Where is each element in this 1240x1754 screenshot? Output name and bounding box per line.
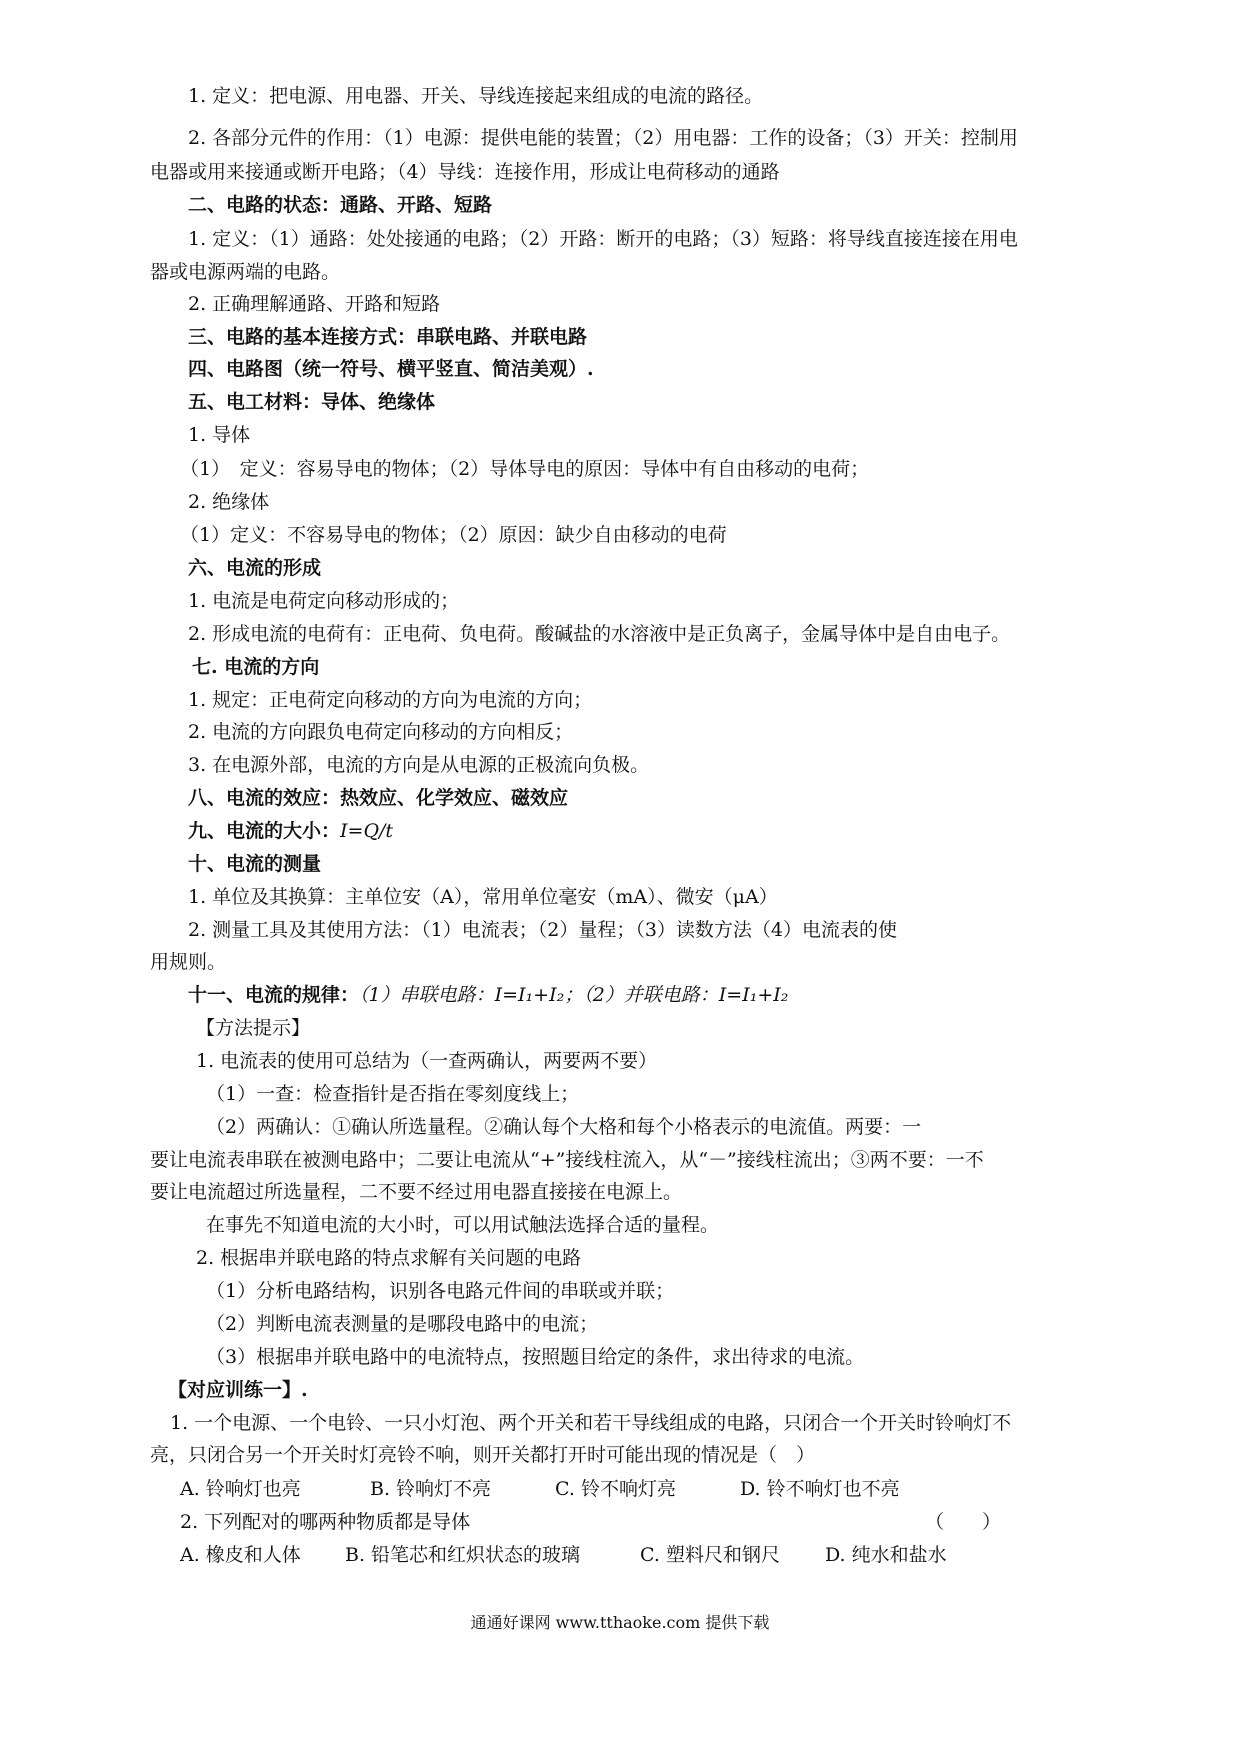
text-line: （1） 定义：容易导电的物体；（2）导体导电的原因：导体中有自由移动的电荷； bbox=[180, 458, 870, 480]
formula: I=Q/t bbox=[340, 820, 394, 842]
section-heading-with-formula bbox=[188, 983, 788, 1007]
section-heading: 七. 电流的方向 bbox=[192, 656, 320, 678]
answer-bracket: （ ） bbox=[925, 1511, 1002, 1533]
subheading: 【方法提示】 bbox=[196, 1017, 311, 1039]
answer-option: D. 铃不响灯也不亮 bbox=[740, 1478, 900, 1500]
text-line: 2. 形成电流的电荷有：正电荷、负电荷。酸碱盐的水溶液中是正负离子，金属导体中是自由电子。 bbox=[188, 623, 1011, 645]
answer-option: C. 铃不响灯亮 bbox=[555, 1478, 676, 1500]
question-text: 2. 下列配对的哪两种物质都是导体 bbox=[180, 1511, 471, 1533]
text-line: 要让电流超过所选量程，二不要不经过用电器直接接在电源上。 bbox=[150, 1181, 683, 1203]
text-line: 器或电源两端的电路。 bbox=[150, 261, 341, 283]
text-line: 电器或用来接通或断开电路；（4）导线：连接作用，形成让电荷移动的通路 bbox=[150, 161, 780, 183]
heading-text: 十一、电流的规律： bbox=[188, 984, 360, 1006]
question-text: 1. 一个电源、一个电铃、一只小灯泡、两个开关和若干导线组成的电路，只闭合一个开关时铃响灯不 bbox=[170, 1412, 1012, 1434]
text-line: 2. 根据串并联电路的特点求解有关问题的电路 bbox=[196, 1247, 582, 1269]
formula: （1）串联电路：I=I₁+I₂；（2）并联电路：I=I₁+I₂ bbox=[359, 984, 789, 1006]
text-line: 2. 电流的方向跟负电荷定向移动的方向相反； bbox=[188, 721, 574, 743]
answer-option: B. 铅笔芯和红炽状态的玻璃 bbox=[345, 1544, 581, 1566]
section-heading-with-formula bbox=[188, 819, 393, 843]
page-footer: 通通好课网 www.tthaoke.com 提供下载 bbox=[470, 1613, 770, 1632]
text-line: （1）定义：不容易导电的物体；（2）原因：缺少自由移动的电荷 bbox=[180, 524, 727, 546]
text-line: （2）两确认：①确认所选量程。②确认每个大格和每个小格表示的电流值。两要：一 bbox=[206, 1116, 922, 1138]
text-line: （1）一查：检查指针是否指在零刻度线上； bbox=[206, 1083, 580, 1105]
text-line: 要让电流表串联在被测电路中；二要让电流从“+”接线柱流入，从“－”接线柱流出；③两不要：一不 bbox=[150, 1149, 984, 1171]
text-line: 1. 单位及其换算：主单位安（A），常用单位毫安（mA）、微安（μA） bbox=[188, 886, 778, 908]
text-line: 1. 定义：（1）通路：处处接通的电路；（2）开路：断开的电路；（3）短路：将导线直接连接在用电 bbox=[188, 228, 1018, 250]
text-line: 3. 在电源外部，电流的方向是从电源的正极流向负极。 bbox=[188, 754, 650, 776]
section-heading: 三、电路的基本连接方式：串联电路、并联电路 bbox=[188, 326, 588, 348]
section-heading: 八、电流的效应：热效应、化学效应、磁效应 bbox=[188, 787, 569, 809]
text-line: 2. 正确理解通路、开路和短路 bbox=[188, 293, 441, 315]
heading-text: 九、电流的大小： bbox=[188, 820, 341, 842]
answer-option: C. 塑料尺和钢尺 bbox=[640, 1544, 780, 1566]
text-line: 1. 导体 bbox=[188, 424, 251, 446]
text-line: 2. 测量工具及其使用方法：（1）电流表；（2）量程；（3）读数方法（4）电流表的使 bbox=[188, 919, 898, 941]
text-line: 用规则。 bbox=[150, 951, 227, 973]
section-heading: 五、电工材料：导体、绝缘体 bbox=[188, 391, 436, 413]
section-heading: 二、电路的状态：通路、开路、短路 bbox=[188, 194, 493, 216]
section-heading: 十、电流的测量 bbox=[188, 853, 322, 875]
text-line: 1. 规定：正电荷定向移动的方向为电流的方向； bbox=[188, 689, 593, 711]
section-heading: 四、电路图（统一符号、横平竖直、简洁美观）. bbox=[188, 358, 594, 380]
answer-option: A. 铃响灯也亮 bbox=[180, 1478, 301, 1500]
text-line: （3）根据串并联电路中的电流特点，按照题目给定的条件，求出待求的电流。 bbox=[206, 1346, 865, 1368]
section-heading: 【对应训练一】. bbox=[168, 1379, 308, 1401]
text-line: 2. 绝缘体 bbox=[188, 491, 270, 513]
answer-option: A. 橡皮和人体 bbox=[180, 1544, 301, 1566]
text-line: （1）分析电路结构，识别各电路元件间的串联或并联； bbox=[206, 1280, 675, 1302]
text-line: 1. 电流表的使用可总结为（一查两确认，两要两不要） bbox=[196, 1050, 658, 1072]
text-line: 在事先不知道电流的大小时，可以用试触法选择合适的量程。 bbox=[206, 1214, 720, 1236]
question-text: 亮，只闭合另一个开关时灯亮铃不响，则开关都打开时可能出现的情况是（ ） bbox=[150, 1444, 816, 1466]
text-line: 1. 电流是电荷定向移动形成的； bbox=[188, 590, 460, 612]
answer-option: D. 纯水和盐水 bbox=[825, 1544, 947, 1566]
text-line: （2）判断电流表测量的是哪段电路中的电流； bbox=[206, 1313, 599, 1335]
text-line: 2. 各部分元件的作用：（1）电源：提供电能的装置；（2）用电器：工作的设备；（3）开关：控制用 bbox=[188, 127, 1018, 149]
answer-option: B. 铃响灯不亮 bbox=[370, 1478, 492, 1500]
text-line: 1. 定义：把电源、用电器、开关、导线连接起来组成的电流的路径。 bbox=[188, 85, 764, 107]
section-heading: 六、电流的形成 bbox=[188, 557, 322, 579]
